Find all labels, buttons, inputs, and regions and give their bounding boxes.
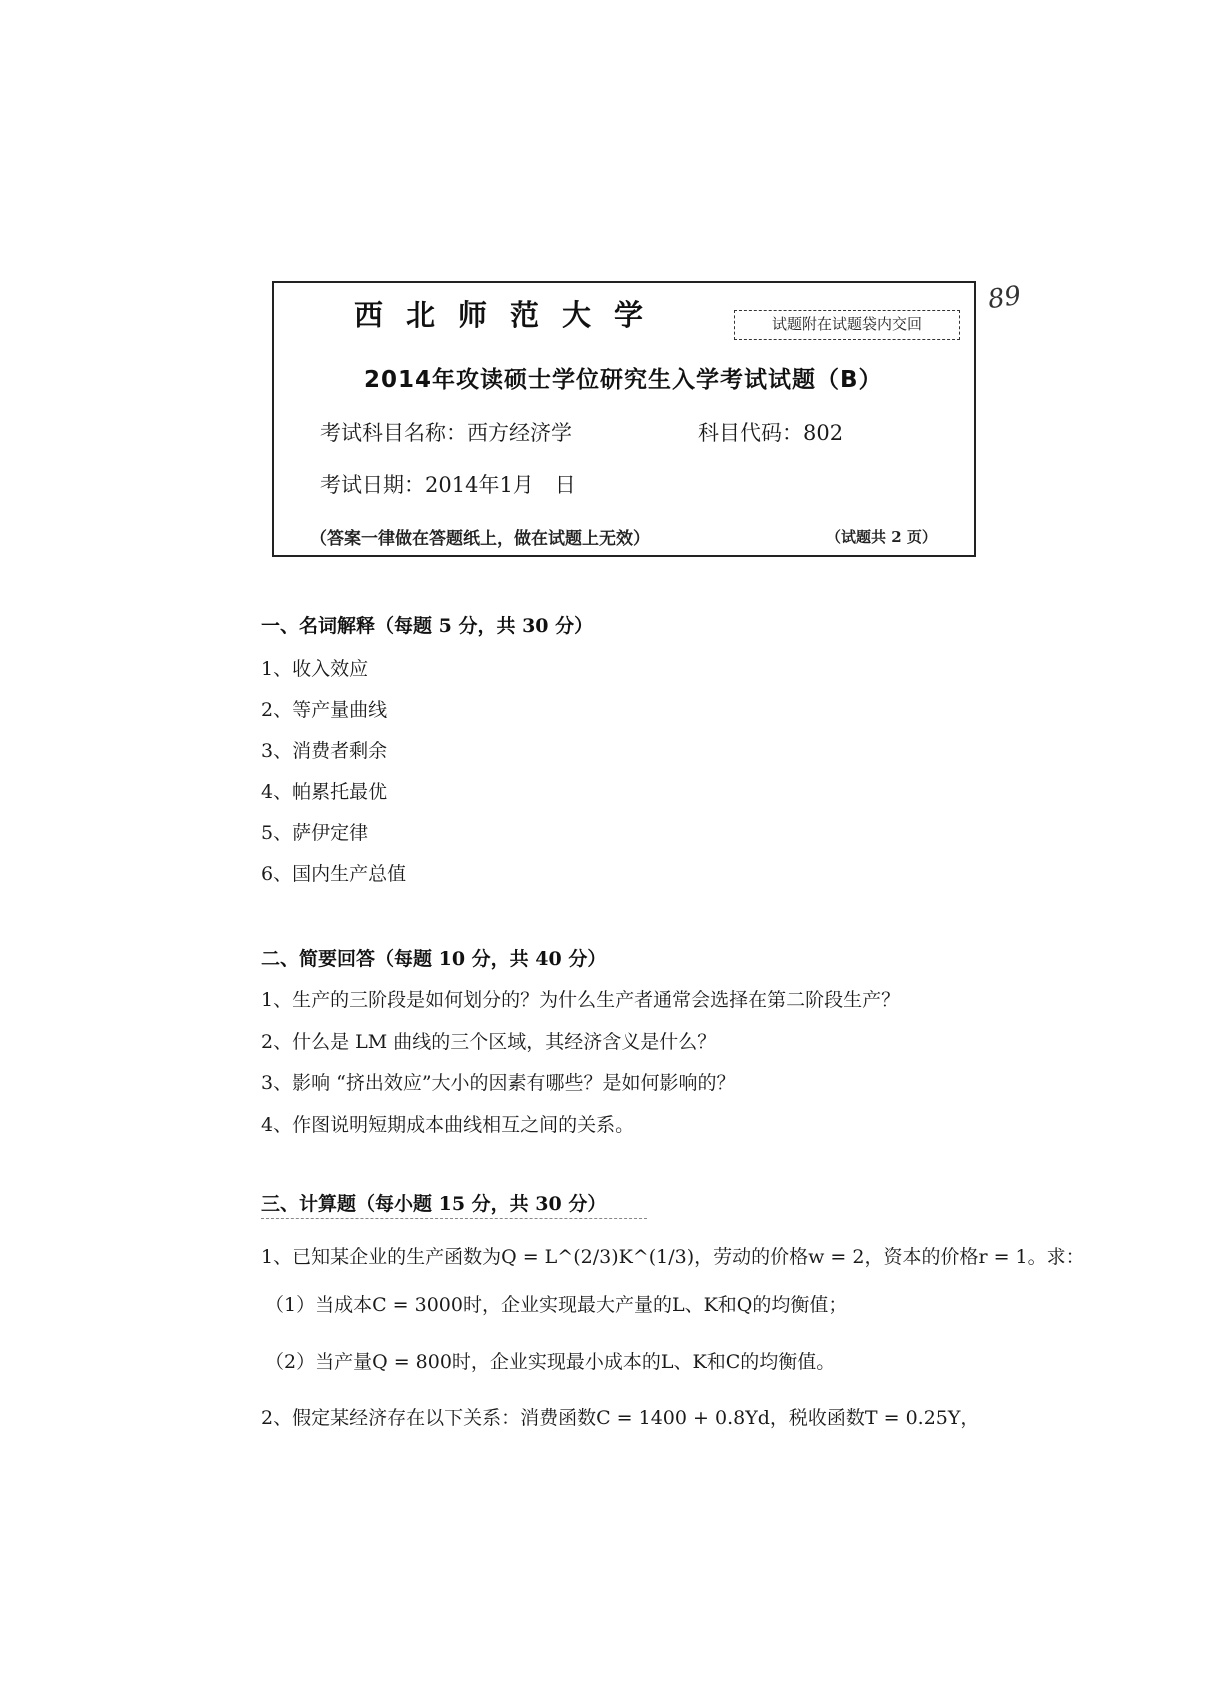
divider: [261, 1218, 647, 1219]
page-marker: 89: [986, 280, 1024, 316]
list-item: 2、什么是 LM 曲线的三个区域，其经济含义是什么？: [261, 1031, 717, 1053]
section-heading-3: 三、计算题（每小题 15 分，共 30 分）: [261, 1193, 607, 1215]
exam-header-box: [272, 281, 976, 557]
exam-date: 考试日期：2014年1月 日: [320, 473, 576, 497]
list-item: 4、帕累托最优: [261, 781, 388, 803]
list-item: （1）当成本C = 3000时，企业实现最大产量的L、K和Q的均衡值；: [265, 1294, 848, 1316]
list-item: 4、作图说明短期成本曲线相互之间的关系。: [261, 1114, 635, 1136]
answer-notice: （答案一律做在答题纸上，做在试题上无效）: [310, 529, 650, 549]
list-item: 2、等产量曲线: [261, 699, 388, 721]
stamp-note: 试题附在试题袋内交回: [734, 310, 960, 340]
page-count: （试题共 2 页）: [826, 528, 937, 546]
list-item: 1、收入效应: [261, 658, 369, 680]
list-item: （2）当产量Q = 800时，企业实现最小成本的L、K和C的均衡值。: [265, 1351, 836, 1373]
list-item: 6、国内生产总值: [261, 863, 407, 885]
subject-name: 考试科目名称：西方经济学: [320, 421, 572, 445]
exam-title: 2014年攻读硕士学位研究生入学考试试题（B）: [364, 367, 883, 393]
subject-code: 科目代码：802: [698, 421, 844, 445]
list-item: 5、萨伊定律: [261, 822, 369, 844]
section-heading-1: 一、名词解释（每题 5 分，共 30 分）: [261, 615, 594, 637]
list-item: 1、已知某企业的生产函数为Q = L^(2/3)K^(1/3)，劳动的价格w = 2，资本的价格r = 1。求：: [261, 1246, 1085, 1268]
university-name: 西北师范大学: [354, 298, 667, 332]
list-item: 1、生产的三阶段是如何划分的？为什么生产者通常会选择在第二阶段生产？: [261, 989, 901, 1011]
list-item: 3、消费者剩余: [261, 740, 388, 762]
list-item: 2、假定某经济存在以下关系：消费函数C = 1400 + 0.8Yd，税收函数T = 0.25Y，: [261, 1407, 980, 1429]
list-item: 3、影响 “挤出效应”大小的因素有哪些？是如何影响的？: [261, 1072, 736, 1094]
section-heading-2: 二、简要回答（每题 10 分，共 40 分）: [261, 948, 607, 970]
